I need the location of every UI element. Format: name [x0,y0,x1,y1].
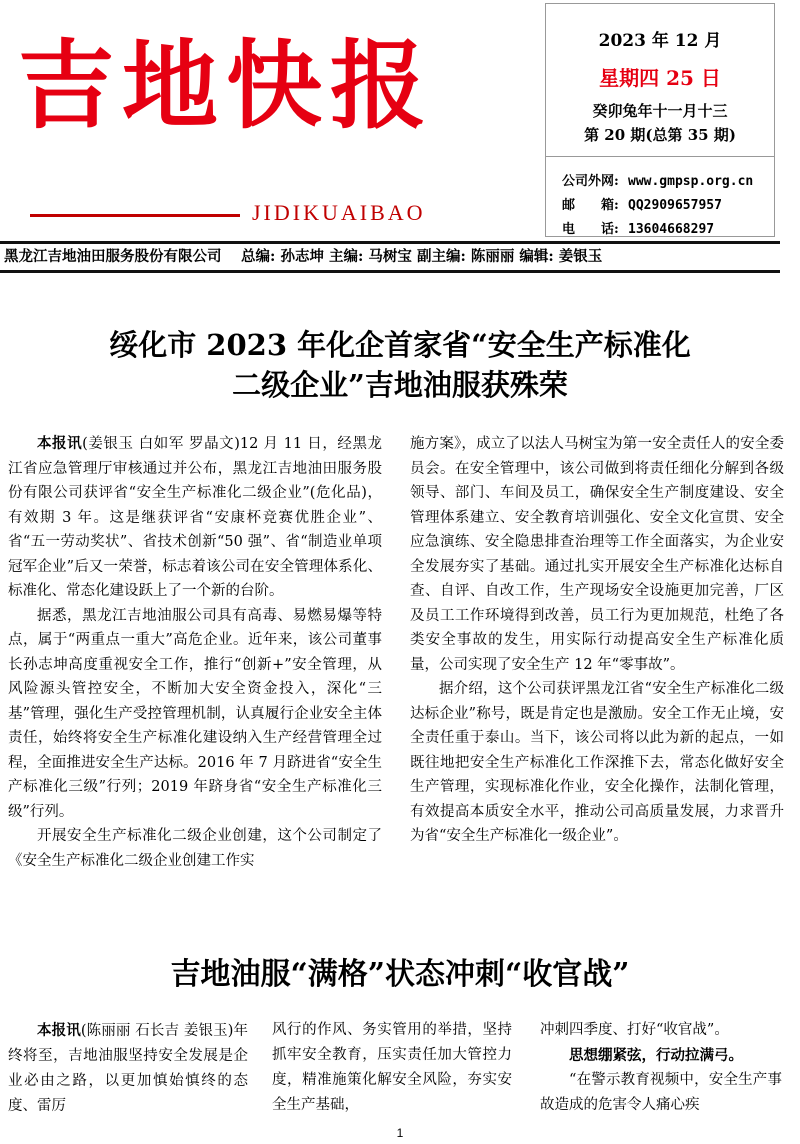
article2-column-2 [272,1018,512,1118]
masthead-pinyin: JIDIKUAIBAO [252,200,426,225]
masthead-rule [30,214,240,217]
website-label: 公司外网: [562,174,619,189]
staff-bar: 黑龙江吉地油田服务股份有限公司 总编: 孙志坤 主编: 马树宝 副主编: 陈丽丽 编辑: 姜银玉 [0,241,780,273]
article1-lead-label: 本报讯 [37,435,83,452]
article2-paragraph-1-cont: 风行的作风、务实管用的举措，坚持抓牢安全教育，压实责任加大管控力度，精准施策化解安全风险，夯实安全生产基础， [272,1022,512,1113]
email-label: 邮 箱: [562,198,619,213]
article2-subheading: 思想绷紧弦，行动拉满弓。 [569,1047,743,1064]
article2-column-1 [8,1018,248,1119]
page-number: 1 [396,1126,404,1140]
article2-title: 吉地油服“满格”状态冲刺“收官战” [170,957,630,992]
masthead-title: 吉地快报 [18,29,434,142]
article2-paragraph-2: “在警示教育视频中，安全生产事故造成的危害令人痛心疾 [540,1072,782,1113]
email-value: QQ2909657957 [628,198,722,213]
article1-paragraph-1: 本报讯(姜银玉 白如军 罗晶文)12 月 11 日，经黑龙江省应急管理厅审核通过并公布，黑龙江吉地油田服务股份有限公司获评省“安全生产标准化二级企业”(危化品)，有效期 3 年。这是继获评省“安康杯竞赛优胜企业”、省“五一劳动奖状”、省技术创新“50 强”、省“制造业单项冠军企业”后又一荣誉，标志着该公司在安全管理体系化、标准化、常态化建设跃上了一个新的台阶。 [8,435,383,599]
issue-number: 第 20 期(总第 35 期) [584,126,736,144]
article1-paragraph-2: 据悉，黑龙江吉地油服公司具有高毒、易燃易爆等特点，属于“两重点一重大”高危企业。近年来，该公司董事长孙志坤高度重视安全工作，推行“创新+”安全管理，从风险源头管控安全，不断加大安全资金投入，深化“三基”管理，强化生产受控管理机制，认真履行企业安全主体责任，始终将安全生产标准化建设纳入生产经营管理全过程，全面推进安全生产达标。2016 年 7 月跻进省“安全生产标准化三级”行列；2019 年跻身省“安全生产标准化三级”行列。 [8,607,382,820]
email-row [562,194,722,213]
issue-weekday: 星期四 25 日 [599,66,721,90]
issue-info-box [545,3,775,237]
article2-paragraph-1: 本报讯(陈丽丽 石长吉 姜银玉)年终将至，吉地油服坚持安全发展是企业必由之路，以更加慎始慎终的态度、雷厉 [8,1022,248,1114]
article1-paragraph-4: 据介绍，这个公司获评黑龙江省“安全生产标准化二级达标企业”称号，既是肯定也是激励。安全工作无止境，安全责任重于泰山。当下，该公司将以此为新的起点，一如既往地把安全生产标准化工作深推下去，常态化做好安全生产管理，实现标准化作业，安全化操作，法制化管理，有效提高本质安全水平，推动公司高质量发展，力求晋升为省“安全生产标准化一级企业”。 [410,681,784,844]
lunar-date: 癸卯兔年十一月十三 [592,102,728,120]
article1-paragraph-3: 开展安全生产标准化二级企业创建，这个公司制定了《安全生产标准化二级企业创建工作实 [8,828,382,869]
article1-title-line2: 二级企业”吉地油服获殊荣 [232,368,568,402]
article1-column-left [8,432,382,873]
article1-paragraph-3-cont: 施方案》，成立了以法人马树宝为第一安全责任人的安全委员会。在安全管理中，该公司做到将责任细化分解到各级领导、部门、车间及员工，确保安全生产制度建设、安全管理体系建立、安全教育培训强化、安全文化宣贯、安全应急演练、安全隐患排查治理等工作全面落实，为企业安全发展夯实了基础。通过扎实开展安全生产标准化达标自查、自评、自改工作，生产现场安全设施更加完善，厂区及员工工作环境得到改善，员工行为更加规范，杜绝了各类安全事故的发生，用实际行动提高安全生产标准化质量，公司实现了安全生产 12 年“零事故”。 [410,436,784,673]
phone-value: 13604668297 [628,222,715,237]
article2-column-3 [540,1018,782,1118]
website-row [562,170,753,189]
issue-date: 2023 年 12 月 [598,31,722,51]
info-divider [546,156,774,157]
phone-label: 电 话: [562,222,619,237]
phone-row [562,218,714,237]
website-value[interactable]: www.gmpsp.org.cn [628,174,754,189]
article2-paragraph-1-end: 冲刺四季度、打好“收官战”。 [540,1022,729,1038]
article2-lead-label: 本报讯 [37,1022,81,1039]
article1-title-line1: 绥化市 2023 年化企首家省“安全生产标准化 [109,328,691,362]
article1-column-right [410,432,784,849]
